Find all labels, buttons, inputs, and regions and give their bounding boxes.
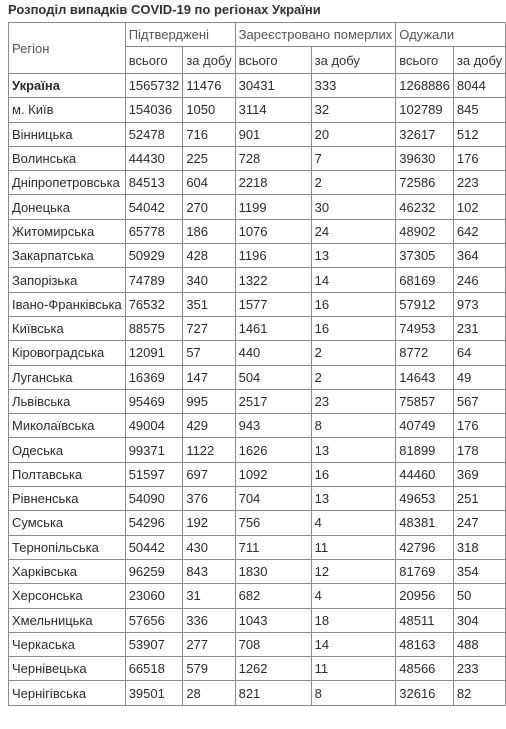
recovered-per-day-cell: 973 [453, 292, 505, 316]
deaths-total-cell: 943 [235, 414, 311, 438]
recovered-total-cell: 46232 [396, 195, 454, 219]
deaths-per-day-cell: 333 [311, 74, 396, 98]
region-cell: Миколаївська [9, 414, 126, 438]
header-row [9, 23, 506, 47]
confirmed-total-cell: 154036 [125, 98, 183, 122]
deaths-per-day-cell: 11 [311, 535, 396, 559]
region-cell: Запорізька [9, 268, 126, 292]
table-row [9, 268, 506, 292]
recovered-total-cell: 48163 [396, 632, 454, 656]
table-row [9, 98, 506, 122]
deaths-total-cell: 901 [235, 122, 311, 146]
table-row [9, 584, 506, 608]
recovered-per-day-cell: 231 [453, 316, 505, 340]
recovered-total-cell: 37305 [396, 244, 454, 268]
header-deaths: Зареєстровано померлих [235, 23, 396, 47]
recovered-total-cell: 81769 [396, 559, 454, 583]
deaths-total-cell: 1461 [235, 316, 311, 340]
table-row [9, 559, 506, 583]
deaths-per-day-cell: 14 [311, 268, 396, 292]
deaths-per-day-cell: 16 [311, 462, 396, 486]
confirmed-per-day-cell: 340 [183, 268, 235, 292]
confirmed-per-day-cell: 579 [183, 657, 235, 681]
recovered-total-cell: 72586 [396, 171, 454, 195]
subheader-confirmed-total: всього [125, 47, 183, 74]
deaths-total-cell: 440 [235, 341, 311, 365]
region-cell: Івано-Франківська [9, 292, 126, 316]
table-row [9, 462, 506, 486]
confirmed-total-cell: 50929 [125, 244, 183, 268]
confirmed-total-cell: 16369 [125, 365, 183, 389]
recovered-per-day-cell: 642 [453, 219, 505, 243]
recovered-total-cell: 48902 [396, 219, 454, 243]
recovered-total-cell: 32617 [396, 122, 454, 146]
subheader-confirmed-per-day: за добу [183, 47, 235, 74]
deaths-per-day-cell: 2 [311, 365, 396, 389]
deaths-total-cell: 504 [235, 365, 311, 389]
deaths-total-cell: 2517 [235, 389, 311, 413]
table-row [9, 414, 506, 438]
confirmed-per-day-cell: 270 [183, 195, 235, 219]
deaths-per-day-cell: 12 [311, 559, 396, 583]
confirmed-per-day-cell: 31 [183, 584, 235, 608]
table-row [9, 511, 506, 535]
deaths-per-day-cell: 8 [311, 414, 396, 438]
confirmed-total-cell: 53907 [125, 632, 183, 656]
region-cell: Закарпатська [9, 244, 126, 268]
header-region: Регіон [9, 23, 126, 74]
recovered-per-day-cell: 50 [453, 584, 505, 608]
deaths-total-cell: 1262 [235, 657, 311, 681]
table-row [9, 316, 506, 340]
region-cell: Хмельницька [9, 608, 126, 632]
recovered-total-cell: 74953 [396, 316, 454, 340]
recovered-total-cell: 1268886 [396, 74, 454, 98]
deaths-per-day-cell: 23 [311, 389, 396, 413]
deaths-total-cell: 682 [235, 584, 311, 608]
confirmed-total-cell: 95469 [125, 389, 183, 413]
confirmed-per-day-cell: 843 [183, 559, 235, 583]
confirmed-total-cell: 51597 [125, 462, 183, 486]
subheader-recovered-total: всього [396, 47, 454, 74]
table-row [9, 171, 506, 195]
deaths-per-day-cell: 14 [311, 632, 396, 656]
deaths-total-cell: 728 [235, 146, 311, 170]
deaths-per-day-cell: 2 [311, 171, 396, 195]
confirmed-per-day-cell: 192 [183, 511, 235, 535]
table-row [9, 365, 506, 389]
recovered-total-cell: 81899 [396, 438, 454, 462]
recovered-total-cell: 68169 [396, 268, 454, 292]
region-cell: Полтавська [9, 462, 126, 486]
deaths-total-cell: 1199 [235, 195, 311, 219]
deaths-per-day-cell: 13 [311, 487, 396, 511]
recovered-per-day-cell: 233 [453, 657, 505, 681]
region-cell: Кіровоградська [9, 341, 126, 365]
deaths-total-cell: 1043 [235, 608, 311, 632]
region-cell: Чернівецька [9, 657, 126, 681]
recovered-per-day-cell: 488 [453, 632, 505, 656]
deaths-per-day-cell: 4 [311, 584, 396, 608]
confirmed-total-cell: 49004 [125, 414, 183, 438]
confirmed-per-day-cell: 336 [183, 608, 235, 632]
recovered-per-day-cell: 223 [453, 171, 505, 195]
confirmed-total-cell: 76532 [125, 292, 183, 316]
deaths-total-cell: 711 [235, 535, 311, 559]
confirmed-per-day-cell: 351 [183, 292, 235, 316]
region-cell: Херсонська [9, 584, 126, 608]
deaths-per-day-cell: 20 [311, 122, 396, 146]
recovered-per-day-cell: 304 [453, 608, 505, 632]
deaths-per-day-cell: 4 [311, 511, 396, 535]
recovered-total-cell: 49653 [396, 487, 454, 511]
recovered-total-cell: 44460 [396, 462, 454, 486]
confirmed-total-cell: 23060 [125, 584, 183, 608]
confirmed-total-cell: 1565732 [125, 74, 183, 98]
table-row [9, 632, 506, 656]
recovered-per-day-cell: 246 [453, 268, 505, 292]
region-cell: м. Київ [9, 98, 126, 122]
subheader-recovered-per-day: за добу [453, 47, 505, 74]
recovered-total-cell: 75857 [396, 389, 454, 413]
confirmed-per-day-cell: 147 [183, 365, 235, 389]
deaths-per-day-cell: 11 [311, 657, 396, 681]
recovered-per-day-cell: 176 [453, 414, 505, 438]
region-cell: Одеська [9, 438, 126, 462]
recovered-total-cell: 42796 [396, 535, 454, 559]
table-row [9, 341, 506, 365]
deaths-per-day-cell: 16 [311, 292, 396, 316]
region-cell: Донецька [9, 195, 126, 219]
recovered-total-cell: 14643 [396, 365, 454, 389]
region-cell: Волинська [9, 146, 126, 170]
deaths-per-day-cell: 13 [311, 244, 396, 268]
confirmed-per-day-cell: 57 [183, 341, 235, 365]
recovered-total-cell: 8772 [396, 341, 454, 365]
recovered-total-cell: 40749 [396, 414, 454, 438]
recovered-total-cell: 48381 [396, 511, 454, 535]
recovered-per-day-cell: 845 [453, 98, 505, 122]
region-cell: Чернігівська [9, 681, 126, 705]
confirmed-total-cell: 74789 [125, 268, 183, 292]
recovered-per-day-cell: 64 [453, 341, 505, 365]
recovered-per-day-cell: 369 [453, 462, 505, 486]
subheader-deaths-total: всього [235, 47, 311, 74]
confirmed-total-cell: 54296 [125, 511, 183, 535]
table-title: Розподіл випадків COVID-19 по регіонах України [8, 2, 321, 17]
region-cell: Харківська [9, 559, 126, 583]
confirmed-per-day-cell: 28 [183, 681, 235, 705]
region-cell: Черкаська [9, 632, 126, 656]
deaths-total-cell: 821 [235, 681, 311, 705]
confirmed-per-day-cell: 727 [183, 316, 235, 340]
deaths-total-cell: 1092 [235, 462, 311, 486]
subheader-deaths-per-day: за добу [311, 47, 396, 74]
table-row [9, 487, 506, 511]
deaths-total-cell: 1196 [235, 244, 311, 268]
region-cell: Вінницька [9, 122, 126, 146]
deaths-per-day-cell: 18 [311, 608, 396, 632]
recovered-per-day-cell: 567 [453, 389, 505, 413]
table-row [9, 657, 506, 681]
confirmed-per-day-cell: 604 [183, 171, 235, 195]
confirmed-total-cell: 65778 [125, 219, 183, 243]
region-cell: Луганська [9, 365, 126, 389]
recovered-per-day-cell: 82 [453, 681, 505, 705]
deaths-total-cell: 30431 [235, 74, 311, 98]
confirmed-per-day-cell: 277 [183, 632, 235, 656]
confirmed-total-cell: 96259 [125, 559, 183, 583]
confirmed-per-day-cell: 1122 [183, 438, 235, 462]
recovered-per-day-cell: 178 [453, 438, 505, 462]
deaths-per-day-cell: 7 [311, 146, 396, 170]
table-row [9, 438, 506, 462]
deaths-total-cell: 1830 [235, 559, 311, 583]
confirmed-per-day-cell: 11476 [183, 74, 235, 98]
confirmed-per-day-cell: 376 [183, 487, 235, 511]
confirmed-total-cell: 39501 [125, 681, 183, 705]
confirmed-per-day-cell: 186 [183, 219, 235, 243]
table-row [9, 195, 506, 219]
confirmed-total-cell: 50442 [125, 535, 183, 559]
confirmed-total-cell: 66518 [125, 657, 183, 681]
header-recovered: Одужали [396, 23, 506, 47]
region-cell: Рівненська [9, 487, 126, 511]
table-row [9, 389, 506, 413]
deaths-total-cell: 2218 [235, 171, 311, 195]
confirmed-total-cell: 57656 [125, 608, 183, 632]
deaths-per-day-cell: 24 [311, 219, 396, 243]
recovered-total-cell: 32616 [396, 681, 454, 705]
recovered-total-cell: 48511 [396, 608, 454, 632]
recovered-per-day-cell: 354 [453, 559, 505, 583]
recovered-per-day-cell: 49 [453, 365, 505, 389]
recovered-total-cell: 20956 [396, 584, 454, 608]
region-cell: Київська [9, 316, 126, 340]
region-cell: Львівська [9, 389, 126, 413]
header-confirmed: Підтверджені [125, 23, 235, 47]
deaths-per-day-cell: 30 [311, 195, 396, 219]
deaths-total-cell: 1322 [235, 268, 311, 292]
deaths-total-cell: 1577 [235, 292, 311, 316]
confirmed-per-day-cell: 716 [183, 122, 235, 146]
deaths-total-cell: 756 [235, 511, 311, 535]
recovered-total-cell: 48566 [396, 657, 454, 681]
deaths-per-day-cell: 8 [311, 681, 396, 705]
table-row [9, 292, 506, 316]
recovered-total-cell: 102789 [396, 98, 454, 122]
table-body [9, 74, 506, 706]
table-row [9, 681, 506, 705]
confirmed-total-cell: 54090 [125, 487, 183, 511]
confirmed-total-cell: 54042 [125, 195, 183, 219]
deaths-per-day-cell: 13 [311, 438, 396, 462]
recovered-per-day-cell: 176 [453, 146, 505, 170]
region-cell: Житомирська [9, 219, 126, 243]
confirmed-total-cell: 44430 [125, 146, 183, 170]
table-row [9, 122, 506, 146]
region-cell: Тернопільська [9, 535, 126, 559]
table-row [9, 146, 506, 170]
recovered-per-day-cell: 318 [453, 535, 505, 559]
covid-regions-table [8, 22, 506, 706]
table-row [9, 74, 506, 98]
deaths-total-cell: 1076 [235, 219, 311, 243]
table-row [9, 219, 506, 243]
recovered-per-day-cell: 8044 [453, 74, 505, 98]
deaths-total-cell: 1626 [235, 438, 311, 462]
deaths-total-cell: 704 [235, 487, 311, 511]
recovered-per-day-cell: 247 [453, 511, 505, 535]
recovered-per-day-cell: 102 [453, 195, 505, 219]
deaths-per-day-cell: 2 [311, 341, 396, 365]
confirmed-total-cell: 88575 [125, 316, 183, 340]
recovered-total-cell: 39630 [396, 146, 454, 170]
confirmed-per-day-cell: 429 [183, 414, 235, 438]
confirmed-total-cell: 52478 [125, 122, 183, 146]
recovered-per-day-cell: 364 [453, 244, 505, 268]
recovered-per-day-cell: 512 [453, 122, 505, 146]
confirmed-total-cell: 99371 [125, 438, 183, 462]
table-row [9, 244, 506, 268]
table-row [9, 535, 506, 559]
table-row [9, 608, 506, 632]
region-cell: Дніпропетровська [9, 171, 126, 195]
confirmed-total-cell: 12091 [125, 341, 183, 365]
recovered-per-day-cell: 251 [453, 487, 505, 511]
confirmed-per-day-cell: 428 [183, 244, 235, 268]
confirmed-per-day-cell: 1050 [183, 98, 235, 122]
region-cell: Сумська [9, 511, 126, 535]
confirmed-per-day-cell: 225 [183, 146, 235, 170]
recovered-total-cell: 57912 [396, 292, 454, 316]
deaths-total-cell: 3114 [235, 98, 311, 122]
confirmed-per-day-cell: 995 [183, 389, 235, 413]
confirmed-per-day-cell: 697 [183, 462, 235, 486]
deaths-per-day-cell: 16 [311, 316, 396, 340]
confirmed-per-day-cell: 430 [183, 535, 235, 559]
region-cell: Україна [9, 74, 126, 98]
deaths-per-day-cell: 32 [311, 98, 396, 122]
confirmed-total-cell: 84513 [125, 171, 183, 195]
deaths-total-cell: 708 [235, 632, 311, 656]
